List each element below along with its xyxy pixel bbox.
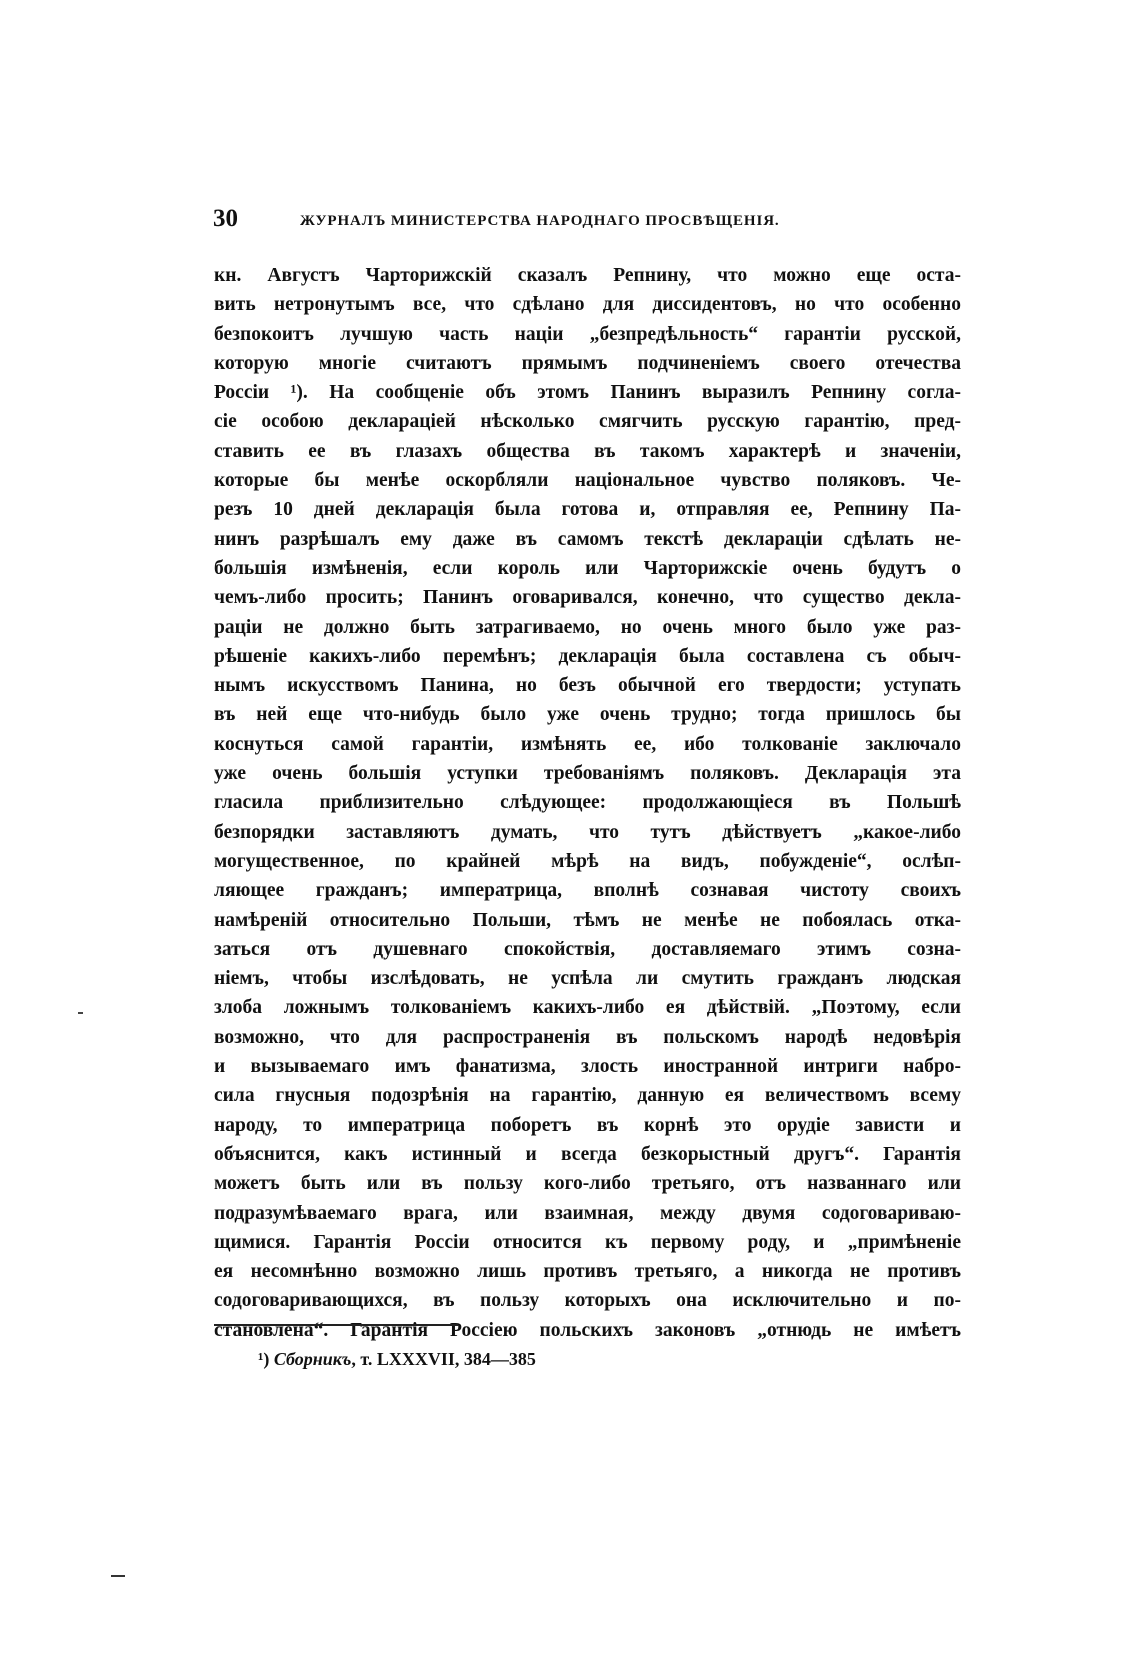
page-number: 30: [213, 205, 238, 232]
text-line: можетъ быть или въ пользу кого-либо третьяго, отъ названнаго или: [214, 1173, 961, 1195]
body-text: [214, 261, 961, 1345]
text-line: ніемъ, чтобы изслѣдовать, не успѣла ли смутить гражданъ людская: [214, 968, 961, 990]
text-line: чемъ-либо просить; Панинъ оговаривался, конечно, что существо декла-: [214, 587, 961, 609]
footnote-source: Сборникъ: [273, 1349, 352, 1369]
text-line: ея несомнѣнно возможно лишь противъ третьяго, а никогда не противъ: [214, 1261, 961, 1283]
text-line: намѣреній относительно Польши, тѣмъ не менѣе не побоялась отка-: [214, 909, 961, 931]
footnote-marker: ¹): [258, 1349, 270, 1369]
text-line: кн. Августъ Чарторижскій сказалъ Репнину, что можно еще оста-: [214, 265, 961, 286]
text-line: народу, то императрица поборетъ въ корнѣ это орудіе зависти и: [214, 1114, 961, 1136]
footnote-divider: [214, 1324, 458, 1326]
text-line: подразумѣваемаго врага, или взаимная, между двумя содоговариваю-: [214, 1202, 961, 1224]
text-line: вить нетронутымъ все, что сдѣлано для диссидентовъ, но что особенно: [214, 294, 961, 316]
text-line: сила гнусныя подозрѣнія на гарантію, данную ея величествомъ всему: [214, 1085, 961, 1107]
text-line: которые бы менѣе оскорбляли національное чувство поляковъ. Че-: [214, 470, 961, 492]
text-line: гласила приблизительно слѣдующее: продолжающіеся въ Польшѣ: [214, 792, 961, 814]
text-line: ляющее гражданъ; императрица, вполнѣ сознавая чистоту своихъ: [214, 880, 961, 902]
text-line: раціи не должно быть затрагиваемо, но очень много было уже раз-: [214, 616, 961, 638]
text-line: становлена“. Гарантія Россіею польскихъ законовъ „отнюдь не имѣетъ: [214, 1319, 961, 1341]
text-line: заться отъ душевнаго спокойствія, доставляемаго этимъ созна-: [214, 938, 961, 960]
text-line: большія измѣненія, если король или Чарторижскіе очень будутъ о: [214, 557, 961, 579]
text-line: безпорядки заставляютъ думать, что тутъ дѣйствуетъ „какое-либо: [214, 821, 961, 843]
text-line: нымъ искусствомъ Панина, но безъ обычной его твердости; уступать: [214, 675, 961, 697]
text-line: могущественное, по крайней мѣрѣ на видъ, побужденіе“, ослѣп-: [214, 850, 961, 872]
text-line: въ ней еще что-нибудь было уже очень трудно; тогда пришлось бы: [214, 704, 961, 726]
text-line: резъ 10 дней декларація была готова и, отправляя ее, Репнину Па-: [214, 499, 961, 521]
text-line: сіе особою деклараціей нѣсколько смягчить русскую гарантію, пред-: [214, 411, 961, 433]
footnote-details: , т. LXXXVII, 384—385: [351, 1349, 536, 1369]
text-line: содоговаривающихся, въ пользу которыхъ она исключительно и по-: [214, 1290, 961, 1312]
text-line: злоба ложнымъ толкованіемъ какихъ-либо ея дѣйствій. „Поэтому, если: [214, 997, 961, 1019]
text-line: безпокоитъ лучшую часть націи „безпредѣльность“ гарантіи русской,: [214, 323, 961, 345]
text-line: объяснится, какъ истинный и всегда безкорыстный другъ“. Гарантія: [214, 1143, 961, 1165]
margin-mark: [78, 1012, 83, 1014]
text-line: которую многіе считаютъ прямымъ подчиненіемъ своего отечества: [214, 352, 961, 374]
text-line: ставить ее въ глазахъ общества въ такомъ характерѣ и значеніи,: [214, 440, 961, 462]
text-line: и вызываемаго имъ фанатизма, злость иностранной интриги набро-: [214, 1056, 961, 1078]
text-line: Россіи ¹). На сообщеніе объ этомъ Панинъ выразилъ Репнину согла-: [214, 382, 961, 404]
text-line: возможно, что для распространенія въ польскомъ народѣ недовѣрія: [214, 1026, 961, 1048]
text-line: рѣшеніе какихъ-либо перемѣнъ; декларація была составлена съ обыч-: [214, 645, 961, 667]
text-line: коснуться самой гарантіи, измѣнять ее, ибо толкованіе заключало: [214, 733, 961, 755]
text-line: щимися. Гарантія Россіи относится къ первому роду, и „примѣненіе: [214, 1231, 961, 1253]
text-line: нинъ разрѣшалъ ему даже въ самомъ текстѣ деклараціи сдѣлать не-: [214, 528, 961, 550]
footnote: [258, 1349, 536, 1370]
text-line: уже очень большія уступки требованіямъ поляковъ. Декларація эта: [214, 763, 961, 785]
margin-mark: [111, 1575, 125, 1577]
running-title: ЖУРНАЛЪ МИНИСТЕРСТВА НАРОДНАГО ПРОСВѢЩЕНІЯ.: [300, 213, 780, 229]
